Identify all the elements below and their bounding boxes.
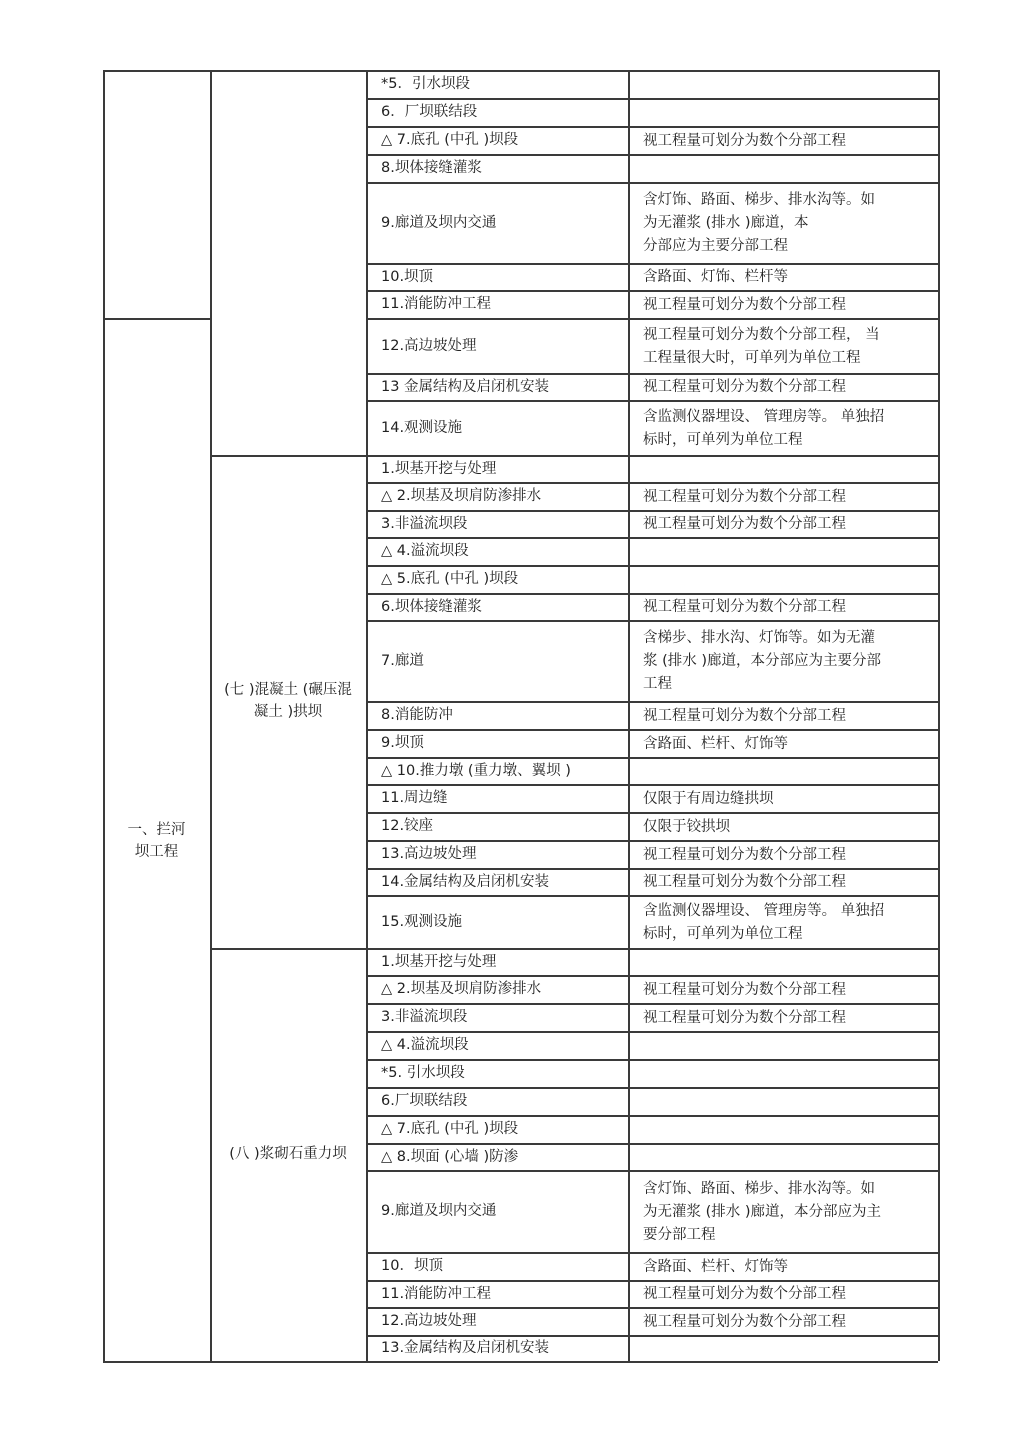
division-note: 含路面、栏杆、灯饰等 <box>643 1258 788 1275</box>
division-note: 仅限于铰拱坝 <box>643 818 730 835</box>
division-note: 含监测仪器埋设、 管理房等。 单独招 <box>643 902 885 919</box>
division-note: 为无灌浆 (排水 )廊道，本分部应为主 <box>643 1203 882 1220</box>
division-item: 14.观测设施 <box>381 419 463 436</box>
division-item: 9.坝顶 <box>381 735 424 751</box>
division-item: 13 金属结构及启闭机安装 <box>381 378 550 395</box>
division-note: 标时，可单列为单位工程 <box>643 431 803 448</box>
division-item: △ 7.底孔 (中孔 )坝段 <box>381 132 519 148</box>
row-divider <box>366 154 938 156</box>
division-item: 12.铰座 <box>381 818 434 834</box>
row-divider <box>366 729 938 731</box>
row-divider <box>366 593 938 595</box>
division-item: 9.廊道及坝内交通 <box>381 214 497 231</box>
row-divider <box>366 182 938 184</box>
row-divider <box>366 1307 938 1309</box>
division-item: *5．引水坝段 <box>381 76 470 92</box>
division-note: 为无灌浆 (排水 )廊道，本 <box>643 215 809 231</box>
row-divider <box>366 126 938 128</box>
row-divider <box>366 975 938 977</box>
division-note: 含梯步、排水沟、灯饰等。如为无灌 <box>643 630 875 646</box>
division-note: 含灯饰、路面、梯步、排水沟等。如 <box>643 192 875 208</box>
row-divider <box>366 840 938 842</box>
division-note: 视工程量可划分为数个分部工程 <box>643 707 846 724</box>
division-note: 视工程量可划分为数个分部工程 <box>643 132 846 149</box>
subgroup-divider <box>210 455 366 457</box>
division-note: 视工程量可划分为数个分部工程， 当 <box>643 326 880 343</box>
division-item: 13.金属结构及启闭机安装 <box>381 1340 550 1356</box>
row-divider <box>366 510 938 512</box>
row-divider <box>366 98 938 100</box>
row-divider <box>366 1252 938 1254</box>
row-divider <box>366 1003 938 1005</box>
row-divider <box>366 318 938 320</box>
row-divider <box>366 1059 938 1061</box>
row-divider <box>366 784 938 786</box>
division-note: 含监测仪器埋设、 管理房等。 单独招 <box>643 408 885 425</box>
division-note: 视工程量可划分为数个分部工程 <box>643 1313 846 1330</box>
dam-type-label: 凝土 )拱坝 <box>253 703 323 720</box>
division-item: 11.消能防冲工程 <box>381 296 492 312</box>
division-note: 视工程量可划分为数个分部工程 <box>643 1009 846 1026</box>
division-note: 视工程量可划分为数个分部工程 <box>643 379 846 395</box>
table-bottom-border <box>103 1361 938 1363</box>
division-note: 要分部工程 <box>643 1226 716 1243</box>
row-divider <box>366 1170 938 1172</box>
division-item: 10.坝顶 <box>381 268 434 285</box>
row-divider <box>366 400 938 402</box>
division-item: 8.消能防冲 <box>381 707 453 723</box>
row-divider <box>366 812 938 814</box>
division-note: 工程量很大时，可单列为单位工程 <box>643 349 861 366</box>
division-item: △ 2.坝基及坝肩防渗排水 <box>381 981 542 997</box>
division-item: 6.坝体接缝灌浆 <box>381 598 482 615</box>
division-note: 视工程量可划分为数个分部工程 <box>643 599 846 615</box>
division-item: 12.高边坡处理 <box>381 1313 477 1329</box>
division-item: 14.金属结构及启闭机安装 <box>381 873 550 890</box>
division-note: 标时，可单列为单位工程 <box>643 925 803 942</box>
dam-type-label: (七 )混凝土 (碾压混 <box>224 681 352 698</box>
division-item: 3.非溢流坝段 <box>381 1009 468 1025</box>
division-note: 含灯饰、路面、梯步、排水沟等。如 <box>643 1180 875 1197</box>
row-divider <box>366 482 938 484</box>
unit-project-label: 坝工程 <box>134 843 179 860</box>
row-divider <box>366 1087 938 1089</box>
table-vertical-border <box>938 70 940 1361</box>
division-note: 含路面、灯饰、栏杆等 <box>643 269 788 285</box>
division-item: 15.观测设施 <box>381 913 463 930</box>
row-divider <box>366 565 938 567</box>
division-item: 7.廊道 <box>381 652 424 669</box>
division-note: 视工程量可划分为数个分部工程 <box>643 488 846 505</box>
row-divider <box>366 455 938 457</box>
division-note: 分部应为主要分部工程 <box>643 238 788 254</box>
division-item: *5. 引水坝段 <box>381 1065 465 1081</box>
division-item: △ 7.底孔 (中孔 )坝段 <box>381 1121 519 1137</box>
division-note: 视工程量可划分为数个分部工程 <box>643 516 846 532</box>
row-divider <box>366 757 938 759</box>
division-item: △ 8.坝面 (心墙 )防渗 <box>381 1148 519 1165</box>
row-divider <box>366 1280 938 1282</box>
division-note: 含路面、栏杆、灯饰等 <box>643 735 788 752</box>
division-item: △ 4.溢流坝段 <box>381 1037 469 1053</box>
row-divider <box>366 948 938 950</box>
row-divider <box>366 263 938 265</box>
division-item: 13.高边坡处理 <box>381 846 477 862</box>
division-note: 仅限于有周边缝拱坝 <box>643 790 774 807</box>
row-divider <box>366 373 938 375</box>
division-item: 10．坝顶 <box>381 1258 443 1274</box>
row-divider <box>366 1031 938 1033</box>
division-item: △ 4.溢流坝段 <box>381 543 469 559</box>
division-item: △ 5.底孔 (中孔 )坝段 <box>381 571 519 587</box>
division-item: 6.厂坝联结段 <box>381 1093 468 1109</box>
row-divider <box>366 620 938 622</box>
table-top-border <box>103 70 938 72</box>
division-item: △ 2.坝基及坝肩防渗排水 <box>381 488 542 504</box>
division-note: 视工程量可划分为数个分部工程 <box>643 296 846 313</box>
row-divider <box>366 1143 938 1145</box>
dam-type-label: (八 )浆砌石重力坝 <box>229 1145 347 1162</box>
division-note: 浆 (排水 )廊道，本分部应为主要分部 <box>643 653 882 669</box>
division-item: 9.廊道及坝内交通 <box>381 1203 497 1219</box>
division-item: 11.消能防冲工程 <box>381 1285 492 1302</box>
division-note: 视工程量可划分为数个分部工程 <box>643 981 846 998</box>
division-item: 8.坝体接缝灌浆 <box>381 160 482 176</box>
row-divider <box>366 868 938 870</box>
division-item: △ 10.推力墩 (重力墩、翼坝 ) <box>381 762 571 779</box>
group-divider <box>103 318 210 320</box>
division-item: 1.坝基开挖与处理 <box>381 953 497 970</box>
division-item: 3.非溢流坝段 <box>381 515 468 532</box>
row-divider <box>366 1335 938 1337</box>
unit-project-label: 一、拦河 <box>127 821 186 838</box>
row-divider <box>366 290 938 292</box>
row-divider <box>366 701 938 703</box>
division-item: 12.高边坡处理 <box>381 337 477 354</box>
division-item: 11.周边缝 <box>381 790 448 806</box>
division-note: 视工程量可划分为数个分部工程 <box>643 874 846 890</box>
row-divider <box>366 537 938 539</box>
division-note: 视工程量可划分为数个分部工程 <box>643 1286 846 1302</box>
row-divider <box>366 895 938 897</box>
division-note: 视工程量可划分为数个分部工程 <box>643 846 846 863</box>
subgroup-divider <box>210 948 366 950</box>
division-note: 工程 <box>643 676 672 692</box>
division-item: 1.坝基开挖与处理 <box>381 460 497 477</box>
division-item: 6．厂坝联结段 <box>381 104 478 120</box>
row-divider <box>366 1115 938 1117</box>
table-vertical-border <box>103 70 105 1361</box>
